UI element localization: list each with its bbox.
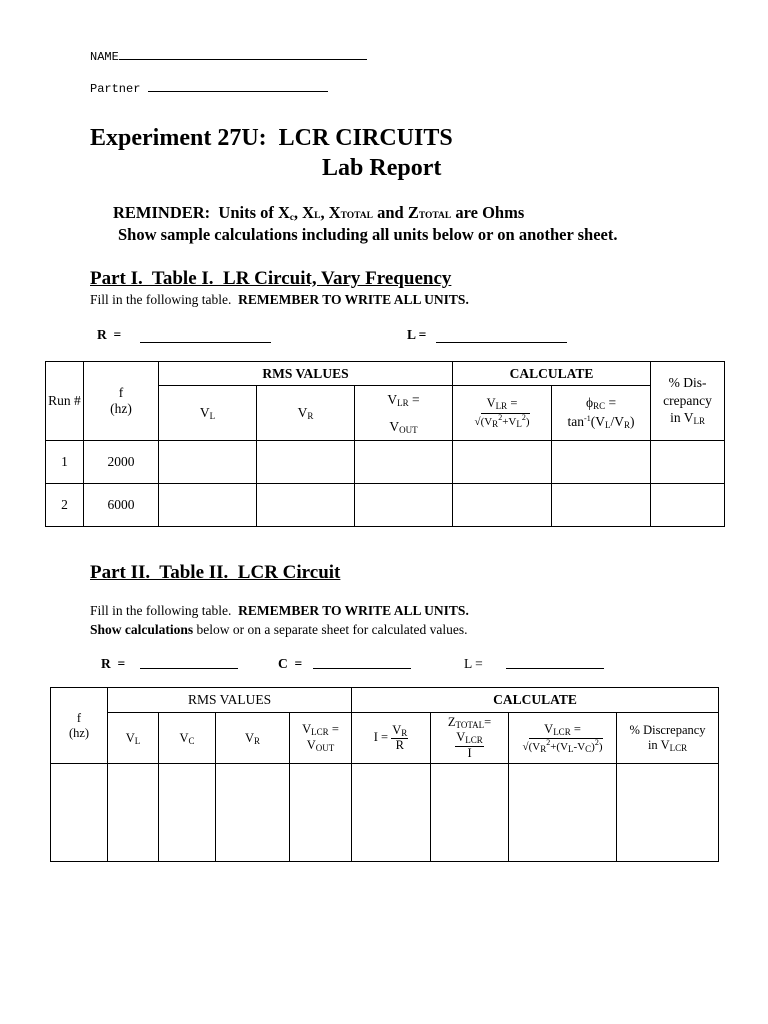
part1-l-label: L =	[407, 327, 427, 342]
part2-r-label: R =	[101, 656, 126, 671]
f-header: f (hz)	[84, 362, 159, 441]
input-cell[interactable]	[552, 484, 651, 527]
input-cell[interactable]	[159, 484, 257, 527]
name-label: NAME	[90, 50, 119, 64]
page-title: Experiment 27U: LCR CIRCUITS	[90, 125, 453, 151]
vl-header: $V_L$	[108, 713, 159, 764]
part1-r-label: R =	[97, 327, 122, 342]
page-subtitle: Lab Report	[322, 155, 442, 181]
table-1	[45, 361, 725, 527]
rms-values-header: RMS VALUES	[108, 688, 352, 713]
vl-header: $V_L$	[159, 386, 257, 441]
vlr-calc-header: $V_{LR}$ = $√(V_R^2+V_L^2)$	[453, 386, 552, 441]
rms-values-header: RMS VALUES	[159, 362, 453, 386]
part2-c-field[interactable]	[313, 668, 411, 669]
table-2	[50, 687, 719, 862]
input-cell[interactable]	[651, 441, 725, 484]
run-header: Run #	[46, 362, 84, 441]
current-header: I = $\frac{V_R}{R}$	[352, 713, 431, 764]
discrepancy-header: % Discrepancy in $V_{LCR}$	[617, 713, 719, 764]
vlr-vout-header: $V_{LR}$ = $V_{OUT}$	[355, 386, 453, 441]
input-cell[interactable]	[216, 764, 290, 862]
input-cell[interactable]	[290, 764, 352, 862]
input-cell[interactable]	[257, 484, 355, 527]
input-cell[interactable]	[431, 764, 509, 862]
phi-rc-header: $\phi_{RC}$ = $\tan^{-1}(V_L/V_R)$	[552, 386, 651, 441]
name-line	[90, 47, 367, 64]
input-cell[interactable]	[51, 764, 108, 862]
calculate-header: CALCULATE	[352, 688, 719, 713]
partner-line	[90, 79, 328, 96]
table-row	[51, 764, 719, 862]
f-cell: 6000	[84, 484, 159, 527]
ztotal-header: $Z_{TOTAL}=$ $\frac{V_{LCR}}{I}$	[431, 713, 509, 764]
vc-header: $V_C$	[159, 713, 216, 764]
f-header: f (hz)	[51, 688, 108, 764]
part2-c-label: C =	[278, 656, 303, 671]
reminder-line-2: Show sample calculations including all units below or on another sheet.	[118, 225, 618, 244]
part1-heading: Part I. Table I. LR Circuit, Vary Frequency	[90, 268, 452, 289]
vlcr-calc-header: $V_{LCR}$ = $√(V_R^2+(V_L-V_C)^2)$	[509, 713, 617, 764]
part1-r-field[interactable]	[140, 342, 271, 343]
table-row	[46, 441, 725, 484]
part1-instruction: Fill in the following table. REMEMBER TO WRITE ALL UNITS.	[90, 292, 469, 307]
vr-header: $V_R$	[216, 713, 290, 764]
table-row	[46, 484, 725, 527]
input-cell[interactable]	[108, 764, 159, 862]
partner-blank[interactable]	[148, 79, 328, 92]
input-cell[interactable]	[355, 484, 453, 527]
part1-l-field[interactable]	[436, 342, 567, 343]
part2-l-field[interactable]	[506, 668, 604, 669]
input-cell[interactable]	[453, 441, 552, 484]
input-cell[interactable]	[509, 764, 617, 862]
input-cell[interactable]	[257, 441, 355, 484]
part2-instruction-2: Show calculations below or on a separate sheet for calculated values.	[90, 622, 468, 637]
vlcr-vout-header: $V_{LCR}$ = $V_{OUT}$	[290, 713, 352, 764]
f-cell: 2000	[84, 441, 159, 484]
calculate-header: CALCULATE	[453, 362, 651, 386]
input-cell[interactable]	[651, 484, 725, 527]
run-cell: 2	[46, 484, 84, 527]
discrepancy-header: % Dis- crepancy in $V_{LR}$	[651, 362, 725, 441]
input-cell[interactable]	[552, 441, 651, 484]
part2-r-field[interactable]	[140, 668, 238, 669]
input-cell[interactable]	[352, 764, 431, 862]
input-cell[interactable]	[159, 764, 216, 862]
input-cell[interactable]	[617, 764, 719, 862]
input-cell[interactable]	[159, 441, 257, 484]
run-cell: 1	[46, 441, 84, 484]
name-blank[interactable]	[119, 47, 367, 60]
vr-header: $V_R$	[257, 386, 355, 441]
part2-l-label: L =	[464, 656, 483, 671]
input-cell[interactable]	[453, 484, 552, 527]
part2-instruction-1: Fill in the following table. REMEMBER TO WRITE ALL UNITS.	[90, 603, 469, 618]
input-cell[interactable]	[355, 441, 453, 484]
part2-heading: Part II. Table II. LCR Circuit	[90, 562, 341, 583]
reminder-line: REMINDER: Units of $X_c$, XL, XTOTAL and ZTOTAL are Ohms	[113, 203, 525, 222]
partner-label: Partner	[90, 82, 141, 96]
